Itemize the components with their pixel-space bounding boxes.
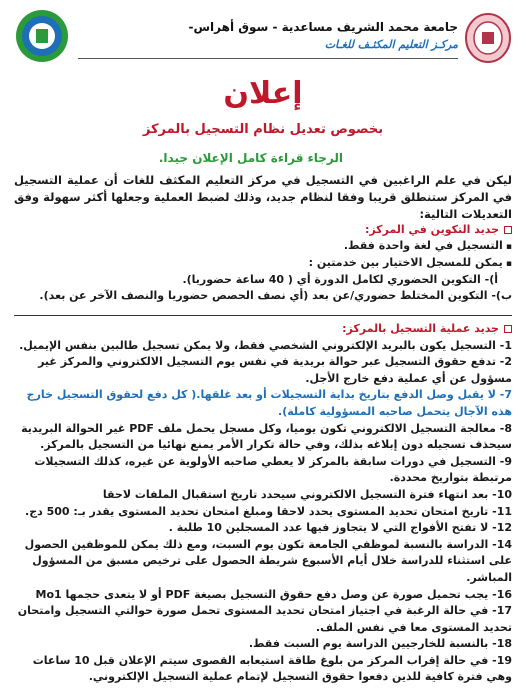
training-item: ب)- التكوين المختلط حضوري/عن بعد (أي نصف الحصص حضوريا والنصف الآخر عن بعد). xyxy=(39,289,512,302)
center-name: مركـز التعليم المكثـف للغـات xyxy=(324,38,458,51)
registration-section-title: جديد عملية التسجيل بالمركز: xyxy=(14,321,512,338)
registration-item: 2- تدفع حقوق التسجيل عبر حوالة بريدية في نفس يوم التسجيل الالكتروني والمركز غير مسؤول عن أي عملية دفع خارج الأجل. xyxy=(38,355,512,385)
announcement-title: إعلان xyxy=(223,76,303,111)
registration-item: 9- التسجيل في دورات سابقة بالمركز لا يعطي صاحبه الأولوية عن غيره، كذلك التسجيلات مرتبطة بتواريخ محددة. xyxy=(34,454,512,485)
training-section xyxy=(14,222,512,304)
training-item: ▪ التسجيل في لغة واحدة فقط. xyxy=(14,238,512,255)
registration-item: 18- بالنسبة للخارجيين الدراسة يوم السبت فقط. xyxy=(248,637,512,651)
checkbox-square-icon xyxy=(504,325,512,333)
section-divider xyxy=(14,315,512,316)
registration-item: 19- في حالة إقراب المركز من بلوغ طاقة استيعابه القصوى سيتم الإعلان قبل 10 ساعات وهي فترة كافية للذين دفعوا حقوق التسجيل لإتمام عملية التسجيل الإلكتروني. xyxy=(32,653,512,684)
letterhead xyxy=(8,8,518,70)
intro-paragraph: ليكن في علم الراغبين في التسجيل في مركز التعليم المكثف للغات أن عملية التسجيل في المركز ستنطلق قريبا وفقا لنظام جديد، وذلك لضبط العملية وجعلها أكثر سهولة وفق التعديلات التالية: xyxy=(14,173,512,221)
announcement-subtitle: بخصوص تعديل نظام التسجيل بالمركز xyxy=(142,122,384,137)
training-section-title: جديد التكوين في المركز: xyxy=(14,222,512,238)
registration-item: 10- بعد انتهاء فترة التسجيل الالكتروني سيحدد تاريخ استقبال الملفات لاحقا xyxy=(102,487,512,501)
center-logo xyxy=(14,8,70,64)
registration-item: 8- معالجة التسجيل الالكتروني تكون يوميا، وكل مسجل يحمل ملف PDF غير الحوالة البريدية سيحذف تسجيله دون إبلاغه بذلك، وفي حالة تكرار الأمر يمنع نهائيا من التسجيل بالمركز. xyxy=(21,421,512,452)
registration-item: 17- في حالة الرغبة في اجتياز امتحان تحديد المستوى تحمل صورة حوالتي التسجيل وامتحان تحديد المستوى معا في نفس الملف. xyxy=(17,604,512,634)
registration-item: 12- لا تفتح الأفواج التي لا يتجاوز فيها عدد المسجلين 10 طلبة . xyxy=(168,521,512,535)
training-item: أ)- التكوين الحضوري لكامل الدورة أي ( 40 ساعة حضوريا). xyxy=(182,273,498,286)
registration-item: 11- تاريخ امتحان تحديد المستوى يحدد لاحقا ومبلغ امتحان تحديد المستوى يقدر بـ: 500 دج. xyxy=(25,504,512,518)
training-item: ▪ يمكن للمسجل الاختيار بين خدمتين : xyxy=(14,255,512,272)
registration-item: 7- لا يقبل وصل الدفع بتاريخ بداية التسجيلات أو بعد غلقها.( كل دفع لحقوق التسجيل خارج هذه الآجال يتحمل صاحبه المسؤولية كاملة). xyxy=(26,388,512,418)
registration-section xyxy=(14,321,512,686)
read-notice: الرجاء قراءة كامل الإعلان جيدا. xyxy=(158,151,343,165)
checkbox-square-icon xyxy=(504,226,512,234)
header-divider xyxy=(78,58,458,59)
registration-item: 1- التسجيل يكون بالبريد الإلكتروني الشخصي فقط، ولا يمكن تسجيل طالبين بنفس الإيميل. xyxy=(19,338,512,352)
university-seal-icon xyxy=(464,12,512,64)
registration-item: 16- يجب تحميل صورة عن وصل دفع حقوق التسجيل بصيغة PDF أو لا يتعدى حجمها Mo1 xyxy=(35,587,512,601)
registration-item: 14- الدراسة بالنسبة لموظفي الجامعة تكون يوم السبت، ومع ذلك يمكن للموظفين الحصول على استثناء للدراسة خلال أيام الأسبوع شريطة الحصول على ترخيص مسبق من المسؤول المباشر. xyxy=(24,537,512,584)
university-name: جامعة محمد الشريف مساعدية - سوق أهراس- xyxy=(188,20,458,34)
